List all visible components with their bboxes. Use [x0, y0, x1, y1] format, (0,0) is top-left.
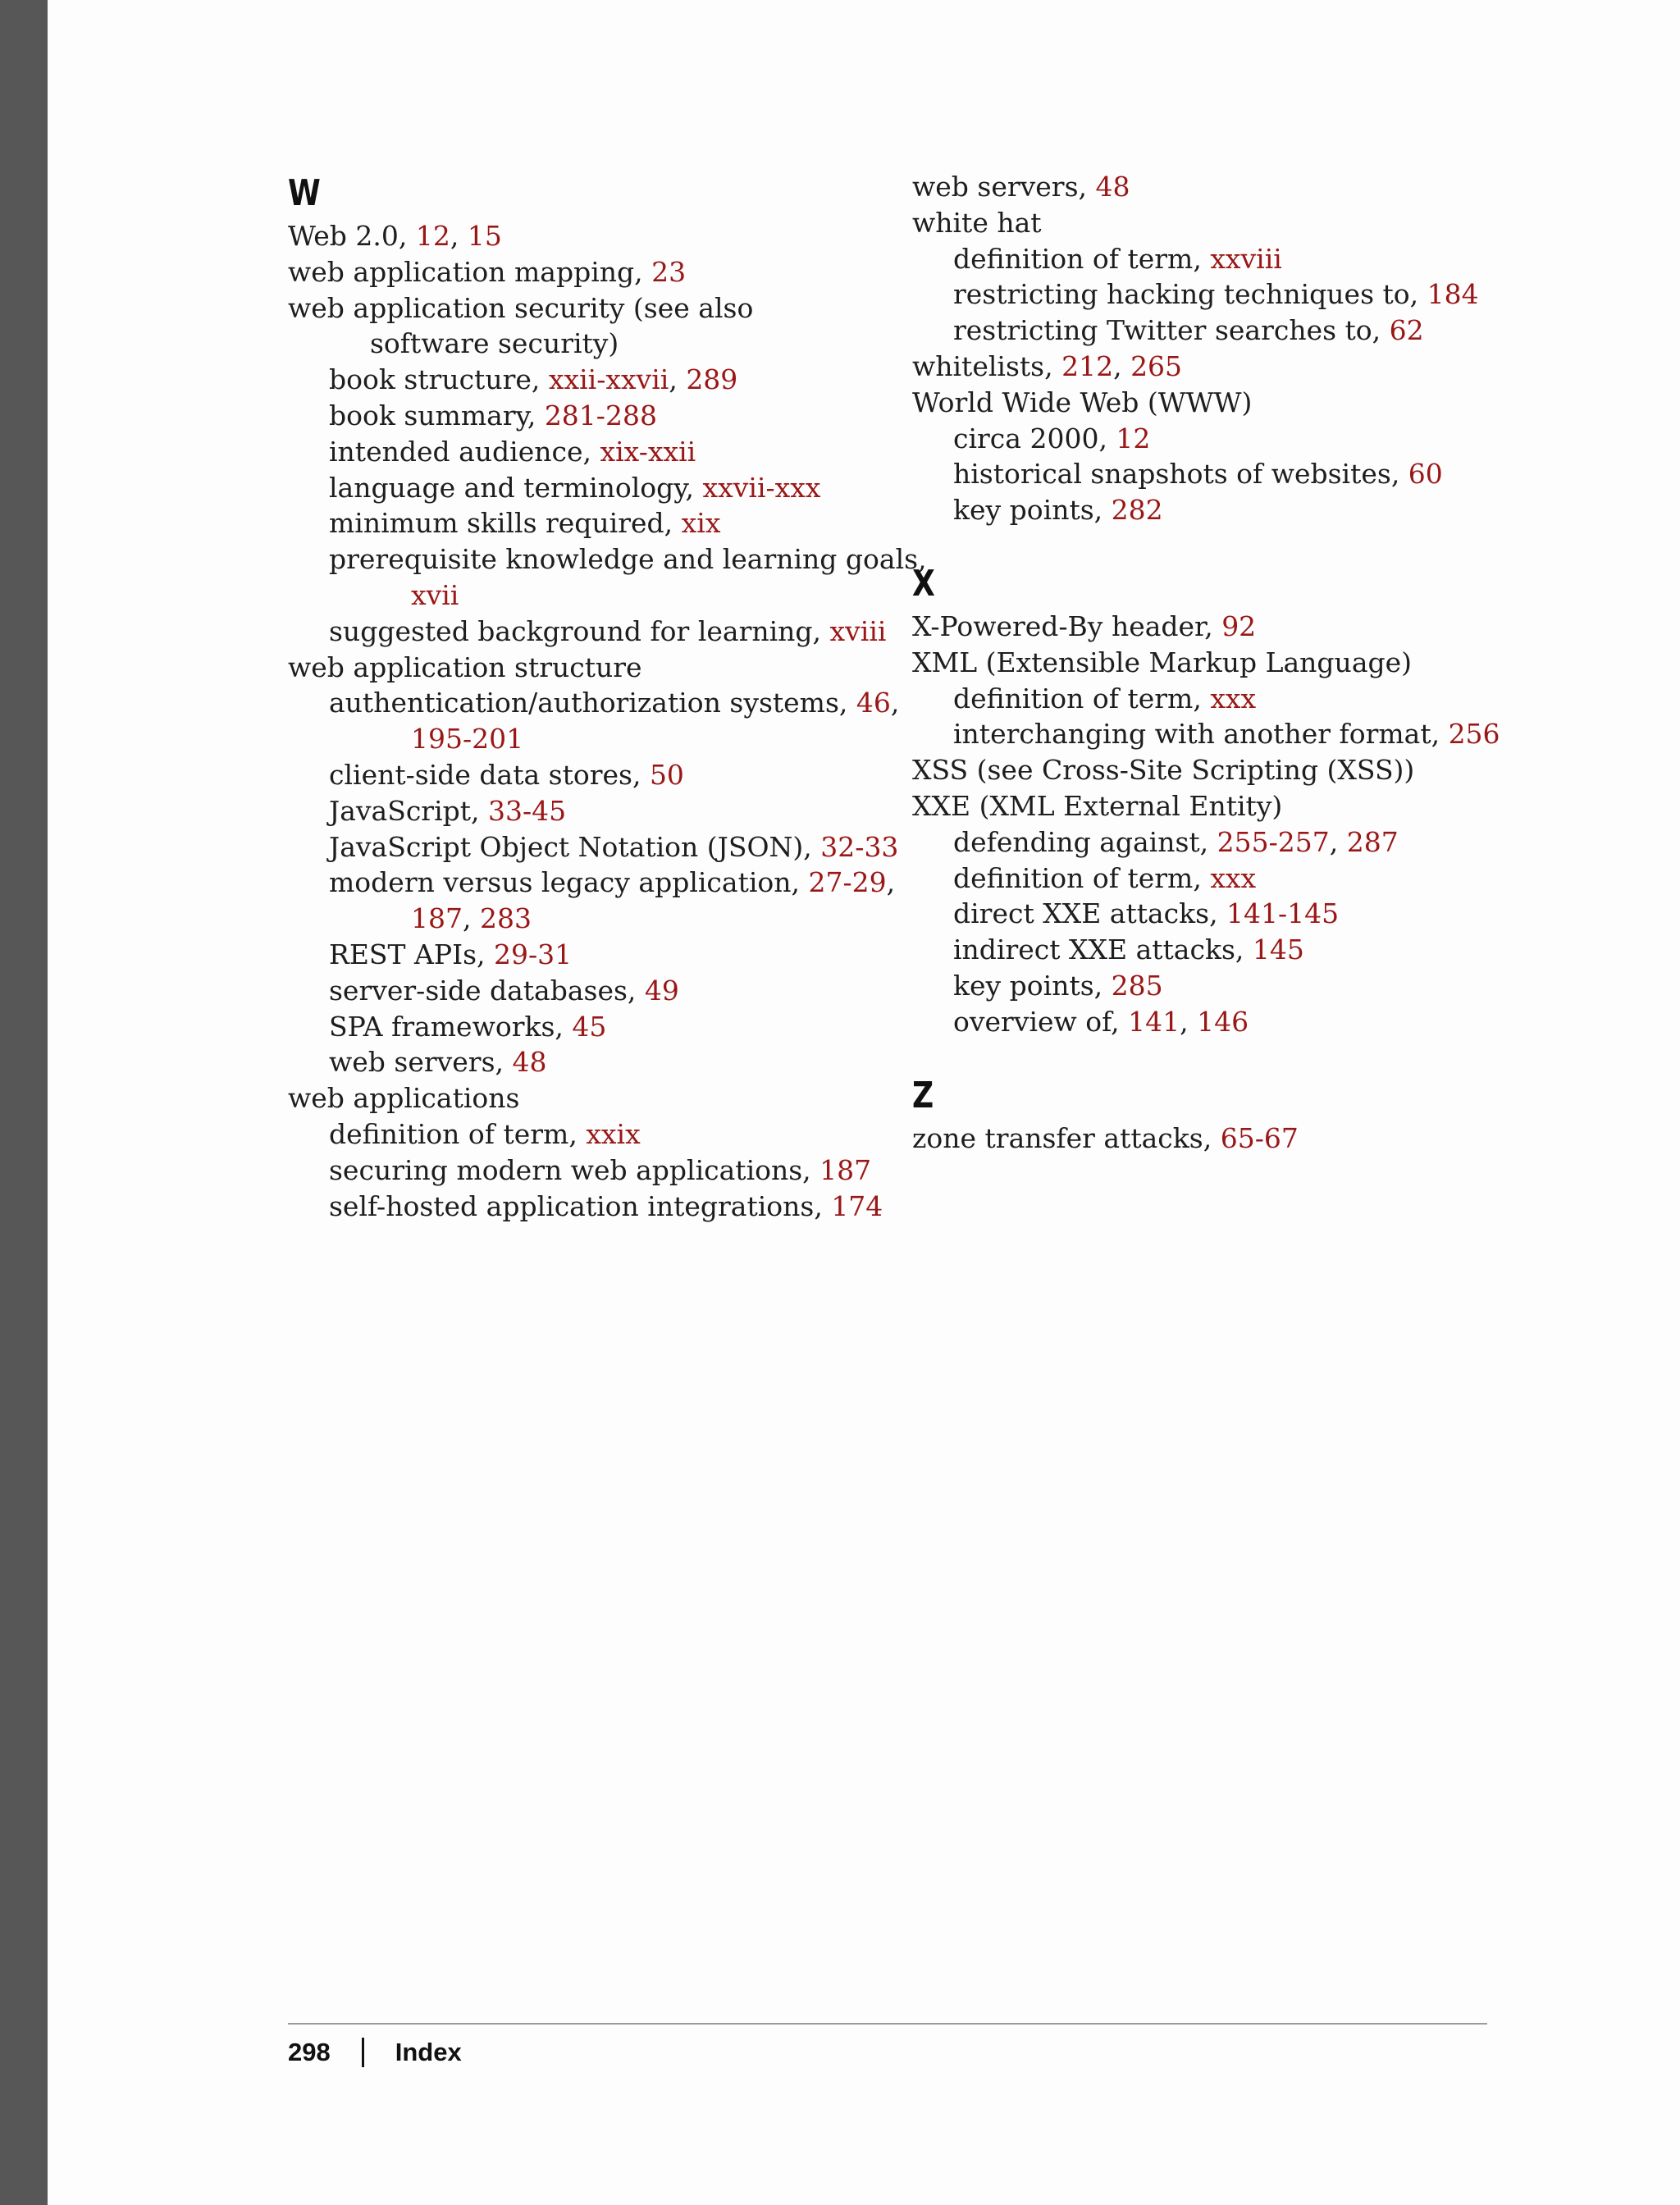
page-reference-link[interactable]: 285 — [1111, 969, 1163, 1002]
entry-term: definition of term, — [953, 682, 1211, 714]
page-reference-link[interactable]: 145 — [1252, 934, 1304, 966]
page-reference-link[interactable]: xix-xxii — [600, 435, 696, 468]
index-subentry-interchanging-with-another-format — [912, 716, 1519, 752]
entry-term: JavaScript, — [329, 794, 489, 827]
page-reference-link[interactable]: xxx — [1210, 861, 1257, 894]
page-reference-link[interactable]: xxix — [586, 1117, 641, 1150]
index-subentry-key-points — [912, 492, 1519, 528]
page-reference-link[interactable]: 32-33 — [820, 830, 899, 863]
index-entry-web-applications — [288, 1080, 879, 1116]
index-subentry-prerequisite-knowledge-and-learning-goal — [288, 541, 936, 614]
page-reference-link[interactable]: 49 — [644, 974, 679, 1007]
index-subentry-definition-of-term — [288, 1116, 879, 1153]
page-reference-link[interactable]: 281-288 — [544, 399, 657, 431]
index-subentry-web-servers — [288, 1044, 879, 1080]
right-column — [912, 169, 1519, 1156]
entry-term: prerequisite knowledge and learning goals, — [329, 543, 927, 576]
index-entry-zone-transfer-attacks — [912, 1121, 1519, 1157]
entry-term: web servers, — [329, 1046, 513, 1079]
index-entry-xss-see-cross-site-scripting-xss — [912, 752, 1519, 788]
entry-term: intended audience, — [329, 435, 600, 468]
index-subentry-rest-apis — [288, 937, 879, 973]
page-reference-link[interactable]: 146 — [1197, 1005, 1249, 1038]
page-reference-link[interactable]: 27-29 — [808, 866, 887, 899]
entry-term: indirect XXE attacks, — [953, 934, 1253, 966]
book-spine-edge — [0, 0, 48, 2205]
page-reference-link[interactable]: 46 — [856, 687, 891, 719]
index-subentry-suggested-background-for-learning — [288, 614, 887, 650]
entry-term: web servers, — [912, 171, 1096, 203]
index-entry-xml-extensible-markup-language — [912, 645, 1519, 681]
entry-term: overview of, — [953, 1005, 1129, 1038]
index-section-w — [288, 169, 927, 1224]
index-subentry-restricting-twitter-searches-to — [912, 313, 1519, 349]
page-reference-link[interactable]: 283 — [479, 902, 532, 935]
index-subentry-minimum-skills-required — [288, 505, 879, 541]
section-letter-heading: X — [912, 562, 935, 605]
page-reference-link[interactable]: xxii-xxvii — [548, 363, 669, 396]
page-reference-link[interactable]: xix — [681, 507, 721, 540]
index-entry-web-servers — [912, 169, 1519, 205]
index-subentry-book-structure: book structure, xxii-xxvii, 289 — [329, 363, 738, 396]
page-reference-link[interactable]: 45 — [572, 1010, 607, 1043]
page-reference-link[interactable]: 60 — [1408, 458, 1443, 491]
entry-term: server-side databases, — [329, 974, 645, 1007]
entry-term: World Wide Web (WWW) — [912, 386, 1253, 418]
page-reference-link[interactable]: 184 — [1427, 278, 1479, 311]
entry-term: book structure, — [329, 363, 549, 396]
page-reference-link[interactable]: xviii — [829, 614, 887, 647]
index-entry-web-2-0: Web 2.0, 12, 15 — [288, 220, 502, 252]
index-subentry-server-side-databases — [288, 973, 879, 1009]
index-subentry-historical-snapshots-of-websites — [912, 456, 1519, 492]
page-reference-link[interactable]: 289 — [686, 363, 738, 396]
index-subentry-securing-modern-web-applications — [288, 1153, 879, 1189]
index-subentry-direct-xxe-attacks — [912, 896, 1519, 932]
page-reference-link[interactable]: 195-201 — [411, 723, 524, 756]
index-entry-xxe-xml-external-entity — [912, 788, 1519, 824]
entry-term: client-side data stores, — [329, 758, 650, 791]
entry-term: interchanging with another format, — [953, 718, 1449, 751]
index-subentry-book-summary — [288, 398, 879, 434]
index-page — [48, 0, 1680, 2205]
index-subentry-restricting-hacking-techniques-to — [912, 276, 1519, 313]
entry-term: web application structure — [288, 651, 642, 683]
page-reference-link[interactable]: 287 — [1346, 825, 1399, 858]
entry-term: definition of term, — [329, 1117, 587, 1150]
page-reference-link[interactable]: xvii — [411, 578, 459, 611]
entry-term: self-hosted application integrations, — [329, 1189, 832, 1222]
footer-separator — [362, 2038, 364, 2067]
page-reference-link[interactable]: 187 — [819, 1153, 872, 1186]
entry-term: authentication/authorization systems, — [329, 687, 856, 719]
page-reference-link[interactable]: 33-45 — [488, 794, 567, 827]
entry-term: restricting hacking techniques to, — [953, 278, 1427, 311]
entry-term: suggested background for learning, — [329, 614, 830, 647]
index-subentry-modern-versus-legacy-application: modern versus legacy application, 27-29, 187, 283 — [329, 866, 896, 935]
index-subentry-spa-frameworks — [288, 1009, 879, 1045]
entry-term: modern versus legacy application, — [329, 866, 809, 899]
index-subentry-client-side-data-stores — [288, 757, 879, 793]
entry-term: XXE (XML External Entity) — [912, 789, 1283, 822]
page-reference-link[interactable]: xxvii-xxx — [702, 471, 821, 504]
page-reference-link[interactable]: 141-145 — [1226, 897, 1340, 930]
page-number: 298 — [288, 2038, 331, 2066]
entry-term: web application mapping, — [288, 255, 652, 288]
section-letter-heading: W — [288, 172, 320, 214]
entry-term: historical snapshots of websites, — [953, 458, 1408, 491]
entry-term: web application security (see also software security) — [288, 291, 754, 360]
page-reference-link[interactable]: 48 — [1095, 171, 1130, 203]
index-subentry-overview-of: overview of, 141, 146 — [953, 1005, 1249, 1038]
page-reference-link[interactable]: 12 — [415, 220, 450, 252]
entry-term: key points, — [953, 494, 1112, 527]
index-entry-world-wide-web-www — [912, 385, 1519, 421]
page-reference-link[interactable]: 92 — [1221, 609, 1257, 642]
index-subentry-definition-of-term — [912, 241, 1519, 277]
index-subentry-self-hosted-application-integrations — [288, 1189, 883, 1225]
index-entry-web-application-security-see-also-softwa — [288, 290, 846, 363]
page-reference-link[interactable]: 50 — [649, 758, 684, 791]
page-footer — [288, 2034, 462, 2070]
page-reference-link[interactable]: 48 — [512, 1046, 547, 1079]
page-reference-link[interactable]: 15 — [467, 220, 502, 252]
entry-term: key points, — [953, 969, 1112, 1002]
index-subentry-indirect-xxe-attacks — [912, 932, 1519, 968]
entry-term: circa 2000, — [953, 422, 1116, 454]
entry-term: Web 2.0, — [288, 220, 416, 252]
entry-term: book summary, — [329, 399, 545, 431]
page-reference-link[interactable]: 23 — [651, 255, 687, 288]
entry-term: XML (Extensible Markup Language) — [912, 646, 1413, 678]
index-subentry-language-and-terminology — [288, 470, 879, 506]
section-letter-heading: Z — [912, 1074, 934, 1116]
index-entry-x-powered-by-header — [912, 609, 1519, 645]
entry-term: definition of term, — [953, 861, 1211, 894]
index-entry-web-application-mapping — [288, 254, 879, 290]
index-section-continued — [912, 169, 1519, 528]
index-subentry-authentication-authorization-systems: authentication/authorization systems, 46, 195-201 — [329, 687, 900, 756]
page-reference-link[interactable]: 212 — [1061, 349, 1114, 382]
page-reference-link[interactable]: 255-257 — [1217, 825, 1330, 858]
entry-term: web applications — [288, 1082, 520, 1115]
page-reference-link[interactable]: 65-67 — [1220, 1121, 1299, 1154]
entry-term: restricting Twitter searches to, — [953, 314, 1390, 347]
entry-term: XSS (see Cross-Site Scripting (XSS)) — [912, 754, 1415, 787]
index-subentry-defending-against: defending against, 255-257, 287 — [953, 825, 1399, 858]
index-subentry-key-points — [912, 968, 1519, 1004]
entry-term: minimum skills required, — [329, 507, 682, 540]
page-reference-link[interactable]: 265 — [1130, 349, 1183, 382]
index-entry-web-application-structure — [288, 650, 879, 686]
page-reference-link[interactable]: xxx — [1210, 682, 1257, 714]
entry-term: language and terminology, — [329, 471, 703, 504]
index-subentry-circa-2000 — [912, 421, 1519, 457]
left-column — [288, 169, 927, 1224]
entry-term: definition of term, — [953, 242, 1211, 275]
entry-term: direct XXE attacks, — [953, 897, 1227, 930]
page-reference-link[interactable]: 187 — [411, 902, 463, 935]
index-section-z — [912, 1071, 1519, 1157]
entry-term: JavaScript Object Notation (JSON), — [329, 830, 821, 863]
page-reference-link[interactable]: 62 — [1389, 314, 1424, 347]
index-entry-whitelists: whitelists, 212, 265 — [912, 349, 1183, 382]
index-section-x — [912, 559, 1519, 1040]
entry-term: SPA frameworks, — [329, 1010, 573, 1043]
index-subentry-javascript-object-notation-json — [288, 829, 899, 865]
page-reference-link[interactable]: 174 — [831, 1189, 883, 1222]
page-reference-link[interactable]: 12 — [1116, 422, 1151, 454]
footer-rule — [288, 2023, 1487, 2025]
entry-term: securing modern web applications, — [329, 1153, 820, 1186]
index-subentry-definition-of-term — [912, 681, 1519, 717]
entry-term: zone transfer attacks, — [912, 1121, 1221, 1154]
page-reference-link[interactable]: xxviii — [1210, 242, 1282, 275]
entry-term: whitelists, — [912, 349, 1062, 382]
entry-term: X-Powered-By header, — [912, 609, 1222, 642]
index-subentry-definition-of-term — [912, 861, 1519, 897]
page-reference-link[interactable]: 256 — [1448, 718, 1500, 751]
page-reference-link[interactable]: 282 — [1111, 494, 1163, 527]
entry-term: REST APIs, — [329, 938, 495, 970]
entry-term: defending against, — [953, 825, 1217, 858]
index-subentry-intended-audience — [288, 434, 879, 470]
page-reference-link[interactable]: 141 — [1128, 1005, 1180, 1038]
page-reference-link[interactable]: 29-31 — [494, 938, 573, 970]
section-name: Index — [395, 2038, 462, 2066]
index-subentry-javascript — [288, 793, 879, 829]
index-entry-white-hat — [912, 205, 1519, 241]
entry-term: white hat — [912, 206, 1042, 239]
